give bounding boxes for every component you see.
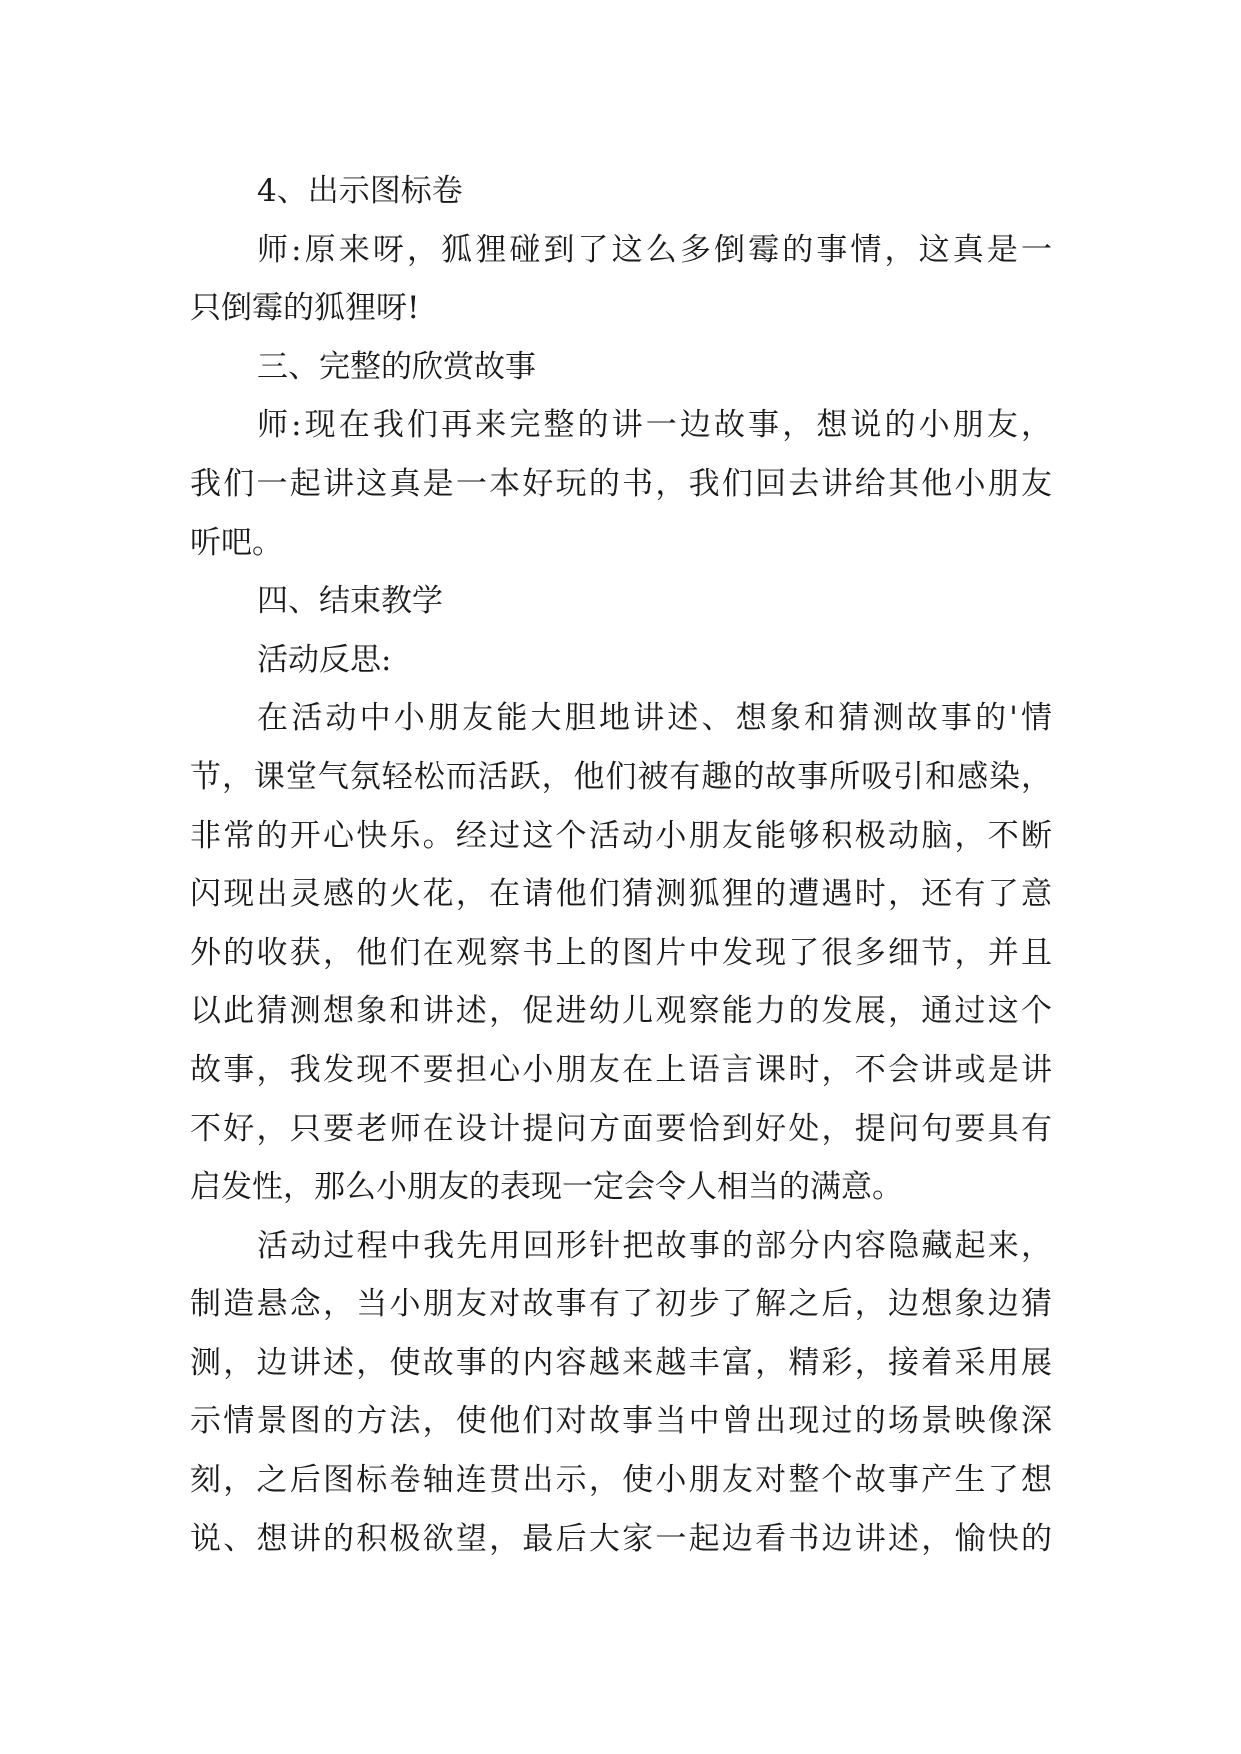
text-line: 以此猜测想象和讲述，促进幼儿观察能力的发展，通过这个 xyxy=(190,993,1052,1030)
document-body xyxy=(190,162,1052,1568)
text-line: 非常的开心快乐。经过这个活动小朋友能够积极动脑，不断 xyxy=(190,817,1052,854)
text-line: 在活动中小朋友能大胆地讲述、想象和猜测故事的'情 xyxy=(257,700,1052,737)
text-line: 师:原来呀，狐狸碰到了这么多倒霉的事情，这真是一 xyxy=(257,231,1052,268)
text-line: 活动过程中我先用回形针把故事的部分内容隐藏起来， xyxy=(257,1227,1052,1264)
text-line: 不好，只要老师在设计提问方面要恰到好处，提问句要具有 xyxy=(190,1110,1052,1147)
text-line: 只倒霉的狐狸呀! xyxy=(190,290,420,327)
text-line: 启发性，那么小朋友的表现一定会令人相当的满意。 xyxy=(190,1169,903,1206)
text-line: 活动反思: xyxy=(257,641,392,678)
text-line: 四、结束教学 xyxy=(257,583,443,620)
text-line: 三、完整的欣赏故事 xyxy=(257,348,536,385)
text-line: 闪现出灵感的火花，在请他们猜测狐狸的遭遇时，还有了意 xyxy=(190,876,1052,913)
text-line: 听吧。 xyxy=(190,524,283,561)
text-line: 示情景图的方法，使他们对故事当中曾出现过的场景映像深 xyxy=(190,1403,1052,1440)
text-line: 故事，我发现不要担心小朋友在上语言课时，不会讲或是讲 xyxy=(190,1051,1052,1088)
text-line: 外的收获，他们在观察书上的图片中发现了很多细节，并且 xyxy=(190,934,1052,971)
text-line: 说、想讲的积极欲望，最后大家一起边看书边讲述，愉快的 xyxy=(190,1520,1052,1557)
text-line: 我们一起讲这真是一本好玩的书，我们回去讲给其他小朋友 xyxy=(190,465,1052,502)
text-line: 刻，之后图标卷轴连贯出示，使小朋友对整个故事产生了想 xyxy=(190,1462,1052,1499)
text-line: 师:现在我们再来完整的讲一边故事，想说的小朋友， xyxy=(257,407,1052,444)
text-line: 节，课堂气氛轻松而活跃，他们被有趣的故事所吸引和感染， xyxy=(190,758,1052,795)
text-line: 制造悬念，当小朋友对故事有了初步了解之后，边想象边猜 xyxy=(190,1286,1052,1323)
text-line: 4、出示图标卷 xyxy=(257,173,463,209)
text-line: 测，边讲述，使故事的内容越来越丰富，精彩，接着采用展 xyxy=(190,1344,1052,1381)
